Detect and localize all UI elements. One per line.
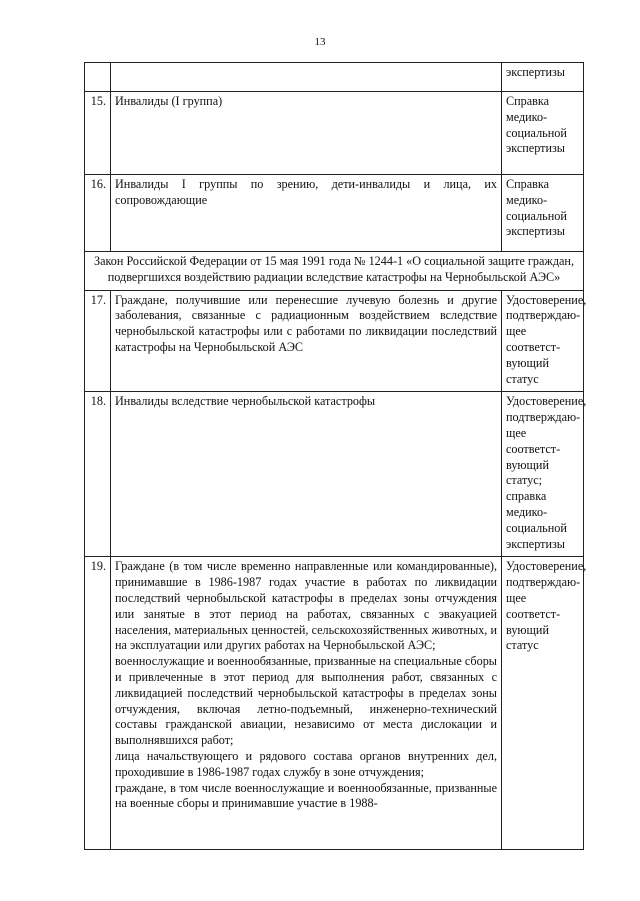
category-paragraph: Инвалиды вследствие чернобыльской катастрофы <box>115 394 376 409</box>
document-line: экспертизы <box>506 141 565 156</box>
document-line: Удостоверение, <box>506 394 587 409</box>
category-paragraph: Граждане (в том числе временно направленные или командированные), принимавшие в 1986-1987 годах участие в работах по ликвидации последствий чернобыльской катастрофы в пределах зоны отчуждения или занятые в этот период на работах, связанных с эвакуацией населения, материальных ценностей, сельскохозяйственных животных, и на эксплуатации или других работах на Чернобыльской АЭС; <box>115 559 497 653</box>
table-row-continued <box>85 63 584 92</box>
row-number <box>85 63 111 92</box>
document-line: Справка <box>506 177 550 191</box>
row-documents <box>502 175 584 252</box>
row-documents <box>502 557 587 850</box>
document-line: социальной <box>506 520 567 535</box>
row-documents <box>502 290 587 392</box>
document-line: социальной <box>506 208 567 223</box>
row-documents <box>502 392 587 557</box>
document-line: щее соответст- <box>506 324 561 354</box>
document-line: щее соответст- <box>506 425 561 456</box>
row-documents <box>502 63 584 92</box>
document-line: вующий <box>506 622 549 637</box>
table-row <box>85 392 584 557</box>
document-line: вующий <box>506 457 549 472</box>
row-category <box>111 63 502 92</box>
document-line: подтверждаю- <box>506 575 581 590</box>
category-paragraph: Инвалиды I группы по зрению, дети-инвалиды и лица, их сопровождающие <box>115 177 497 207</box>
benefits-table <box>84 62 587 850</box>
category-paragraph: Граждане, получившие или перенесшие лучевую болезнь и другие заболевания, связанные с радиационным воздействием вследствие чернобыльской катастрофы или с работами по ликвидации последствий катастрофы на Чернобыльской АЭС <box>115 292 497 354</box>
document-line: статус <box>506 638 539 653</box>
row-number: 16. <box>85 175 111 252</box>
row-documents <box>502 92 584 175</box>
row-category <box>111 557 502 850</box>
row-category <box>111 175 502 252</box>
section-header: Закон Российской Федерации от 15 мая 1991 года № 1244-1 «О социальной защите граждан, подвергшихся воздействию радиации вследствие катастрофы на Чернобыльской АЭС» <box>85 252 584 291</box>
document-line: Удостоверение, <box>506 292 587 307</box>
category-paragraph: военнослужащие и военнообязанные, призванные на специальные сборы и привлеченные в этот период для выполнения работ, связанных с ликвидацией последствий чернобыльской катастрофы в пределах зоны отчуждения, включая летно-подъемный, инженерно-технический составы гражданской авиации, независимо от места дислокации и выполнявшихся работ; <box>115 654 497 748</box>
row-number: 17. <box>85 290 111 392</box>
document-line: подтверждаю- <box>506 308 581 323</box>
row-number: 19. <box>85 557 111 850</box>
table-row <box>85 92 584 175</box>
document-line: медико- <box>506 109 548 124</box>
table-body <box>85 63 587 850</box>
row-category <box>111 92 502 175</box>
table-row <box>85 290 584 392</box>
row-number: 18. <box>85 392 111 557</box>
document-line: статус; <box>506 473 543 488</box>
document-line: щее соответст- <box>506 590 561 621</box>
document-line: медико- <box>506 192 548 207</box>
document-line: Справка <box>506 94 550 108</box>
row-number: 15. <box>85 92 111 175</box>
document-line: экспертизы <box>506 536 565 551</box>
category-paragraph: лица начальствующего и рядового состава органов внутренних дел, проходившие в 1986-1987 годах службу в зоне отчуждения; <box>115 748 497 779</box>
document-line: вующий <box>506 355 549 370</box>
category-paragraph: Инвалиды (I группа) <box>115 94 223 108</box>
document-line: справка медико- <box>506 489 548 519</box>
document-line: статус <box>506 371 539 386</box>
section-header-row <box>85 252 584 291</box>
document-line: экспертизы <box>506 224 565 239</box>
category-paragraph: граждане, в том числе военнослужащие и военнообязанные, призванные на военные сборы и принимавшие участие в 1988- <box>115 780 497 811</box>
row-category <box>111 392 502 557</box>
document-line: социальной <box>506 125 567 140</box>
table-row <box>85 175 584 252</box>
table-row <box>85 557 584 850</box>
page-number: 13 <box>314 36 326 48</box>
document-line: экспертизы <box>506 65 565 79</box>
document-line: Удостоверение, <box>506 559 587 574</box>
row-category <box>111 290 502 392</box>
document-line: подтверждаю- <box>506 410 581 425</box>
